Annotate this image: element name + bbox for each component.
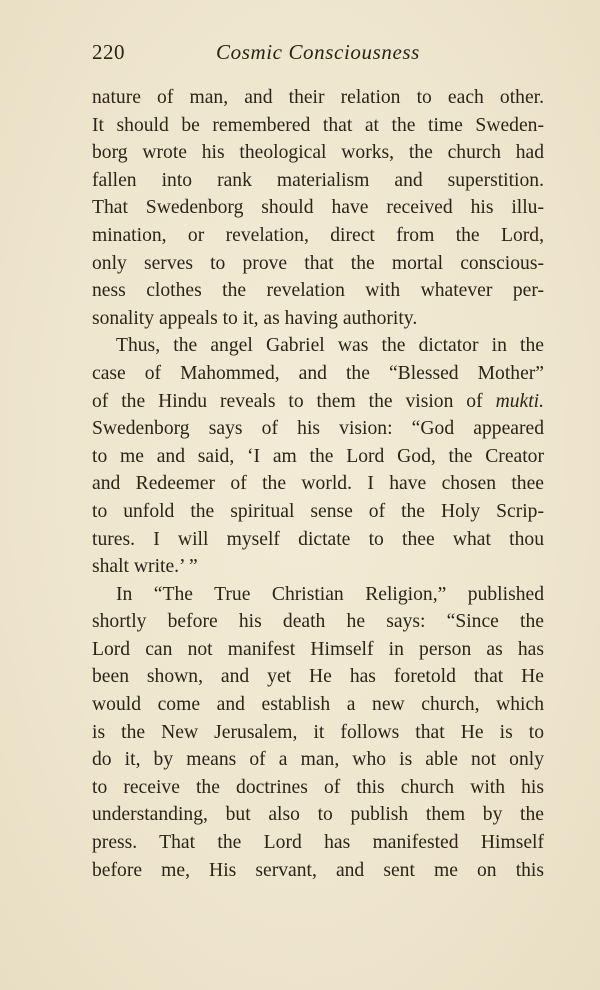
text-line: That Swedenborg should have received his illu- bbox=[92, 197, 544, 219]
text-line: Lord can not manifest Himself in person as has bbox=[92, 638, 544, 660]
text-line: do it, by means of a man, who is able not only bbox=[92, 749, 544, 771]
text-line: and Redeemer of the world. I have chosen thee bbox=[92, 473, 544, 495]
text-line: mination, or revelation, direct from the Lord, bbox=[92, 224, 544, 246]
text-line: is the New Jerusalem, it follows that He is to bbox=[92, 721, 544, 743]
text-line: Swedenborg says of his vision: “God appeared bbox=[92, 418, 544, 440]
text-line: sonality appeals to it, as having authority. bbox=[92, 307, 418, 329]
page-number: 220 bbox=[92, 40, 125, 64]
text-line: Thus, the angel Gabriel was the dictator in the bbox=[116, 335, 544, 357]
text-line: press. That the Lord has manifested Himself bbox=[92, 832, 544, 854]
text-line: been shown, and yet He has foretold that He bbox=[92, 666, 544, 688]
running-head bbox=[92, 40, 544, 70]
text-line: fallen into rank materialism and superstition. bbox=[92, 169, 544, 191]
text-line: nature of man, and their relation to each other. bbox=[92, 87, 544, 108]
text-line: borg wrote his theological works, the church had bbox=[92, 142, 544, 164]
body-text bbox=[92, 84, 544, 884]
running-title: Cosmic Consciousness bbox=[216, 40, 420, 64]
text-segment: of the Hindu reveals to them the vision of bbox=[92, 390, 496, 412]
italic-word: mukti. bbox=[495, 390, 544, 412]
text-line-with-italic bbox=[92, 388, 544, 416]
text-line: It should be remembered that at the time Sweden- bbox=[92, 114, 544, 136]
text-line: to receive the doctrines of this church with his bbox=[92, 776, 544, 798]
text-line: understanding, but also to publish them by the bbox=[92, 804, 544, 826]
text-line: case of Mahommed, and the “Blessed Mother” bbox=[92, 362, 544, 384]
text-line: shortly before his death he says: “Since the bbox=[92, 611, 544, 633]
text-line: shalt write.’ ” bbox=[92, 556, 198, 578]
text-line: to unfold the spiritual sense of the Holy Scrip- bbox=[92, 500, 544, 522]
text-line: only serves to prove that the mortal conscious- bbox=[92, 252, 544, 274]
text-line: tures. I will myself dictate to thee what thou bbox=[92, 528, 544, 550]
text-line: to me and said, ‘I am the Lord God, the Creator bbox=[92, 445, 544, 467]
text-line: would come and establish a new church, which bbox=[92, 694, 544, 716]
text-line: before me, His servant, and sent me on this bbox=[92, 859, 544, 881]
text-line: ness clothes the revelation with whatever per- bbox=[92, 280, 544, 302]
text-line: In “The True Christian Religion,” published bbox=[116, 583, 544, 605]
